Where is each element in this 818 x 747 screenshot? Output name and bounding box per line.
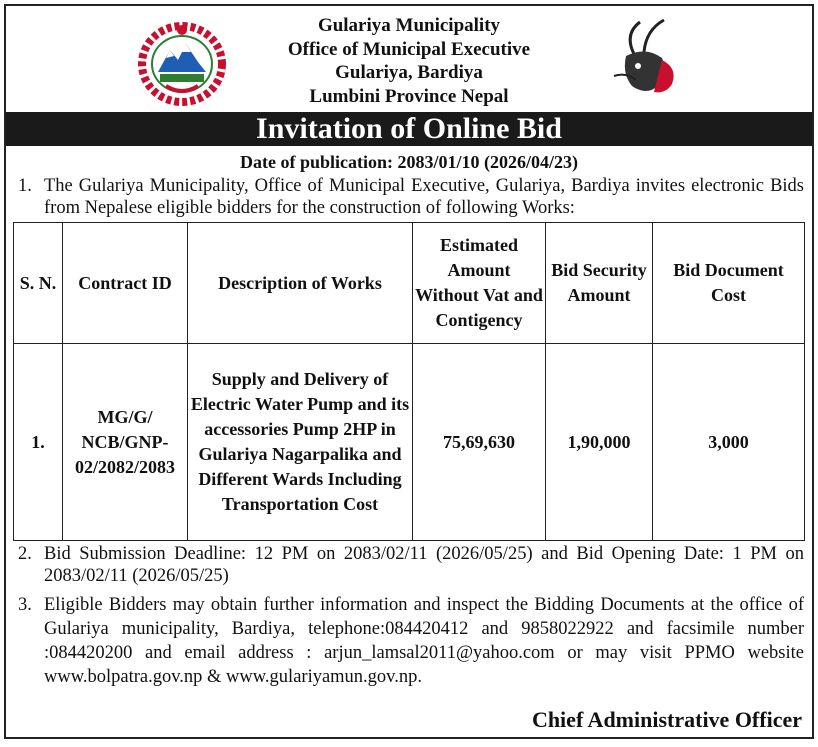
municipality-name: Gulariya Municipality xyxy=(317,15,501,36)
header-sn: S. N. xyxy=(14,223,63,344)
table-row xyxy=(14,344,805,541)
province-name: Lumbini Province Nepal xyxy=(309,85,509,107)
paragraph-number: 3. xyxy=(18,595,32,615)
cell-bid-document-cost: 3,000 xyxy=(653,344,805,541)
works-table xyxy=(13,222,805,541)
bid-notice xyxy=(4,4,814,739)
cell-bid-security: 1,90,000 xyxy=(546,344,653,541)
office-name: Office of Municipal Executive xyxy=(287,38,531,60)
header-description: Description of Works xyxy=(188,223,413,344)
header-contract-id: Contract ID xyxy=(63,223,188,344)
cell-contract-id: MG/G/ NCB/GNP- 02/2082/2083 xyxy=(63,344,188,541)
paragraph-1 xyxy=(6,175,812,219)
header-bid-security: Bid Security Amount xyxy=(546,223,653,344)
header-bid-document-cost: Bid Document Cost xyxy=(653,223,805,344)
notice-title: Invitation of Online Bid xyxy=(6,112,812,146)
blackbuck-logo-icon xyxy=(606,16,686,101)
office-address-block xyxy=(6,14,812,108)
office-location: Gulariya, Bardiya xyxy=(335,62,483,83)
cell-sn: 1. xyxy=(14,344,63,541)
paragraph-text: Bid Submission Deadline: 12 PM on 2083/02/11 (2026/05/25) and Bid Opening Date: 1 PM on 2083/02/11 (2026/05/25) xyxy=(44,544,804,586)
paragraph-3 xyxy=(6,593,812,689)
cell-description: Supply and Delivery of Electric Water Pump and its accessories Pump 2HP in Gulariya Nagarpalika and Different Wards Including Transportation Cost xyxy=(188,344,413,541)
header-estimated-amount: Estimated Amount Without Vat and Contigency xyxy=(413,223,546,344)
paragraph-number: 1. xyxy=(18,176,32,196)
cell-estimated-amount: 75,69,630 xyxy=(413,344,546,541)
paragraph-number: 2. xyxy=(18,544,32,564)
notice-header xyxy=(6,6,812,112)
table-header-row xyxy=(14,223,805,344)
publication-date: Date of publication: 2083/01/10 (2026/04/23) xyxy=(240,152,578,172)
paragraph-text: Eligible Bidders may obtain further information and inspect the Bidding Documents at the office of Gulariya municipality, Bardiya, telephone:084420412 and 9858022922 and facsimile number :084420200 and email address : arjun_lamsal2011@yahoo.com or may visit PPMO website www.bolpatra.gov.np & www.gulariyamun.gov.np. xyxy=(44,595,804,687)
signature-title: Chief Administrative Officer xyxy=(531,707,802,732)
paragraph-2 xyxy=(6,543,812,587)
paragraph-text: The Gulariya Municipality, Office of Municipal Executive, Gulariya, Bardiya invites electronic Bids from Nepalese eligible bidders for the construction of following Works: xyxy=(44,176,804,218)
